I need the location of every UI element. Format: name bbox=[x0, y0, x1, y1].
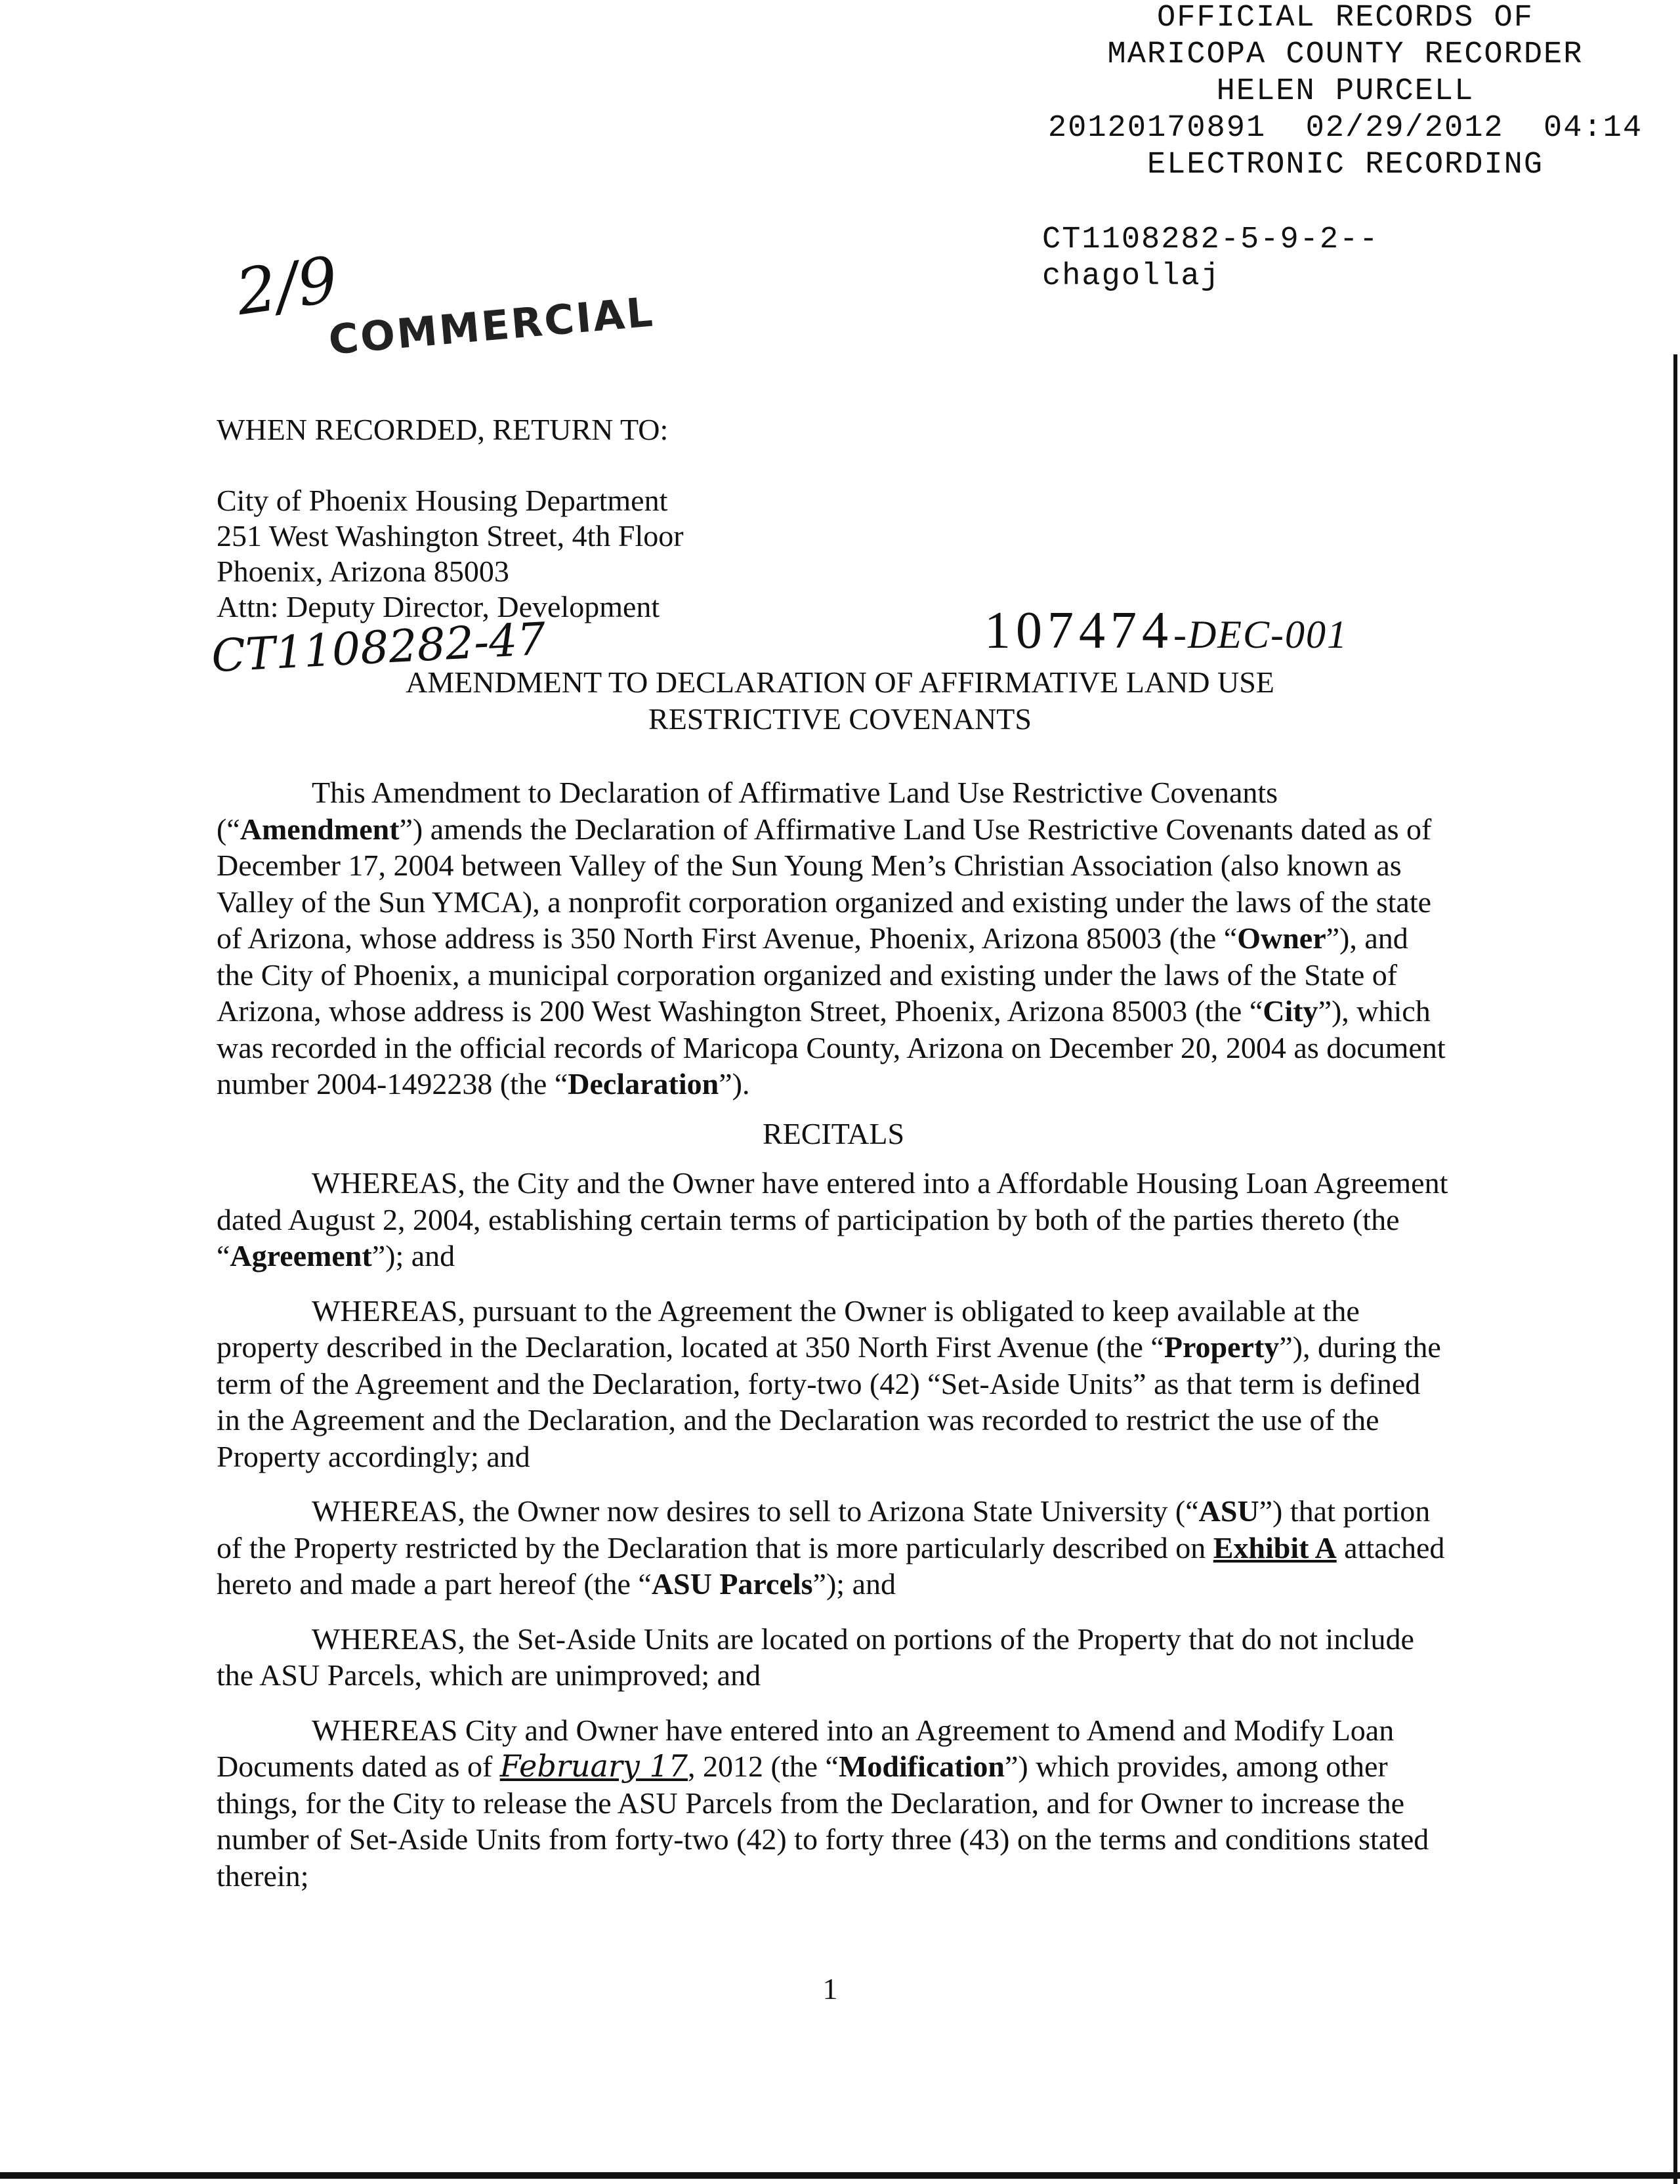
commercial-stamp: COMMERCIAL bbox=[326, 287, 656, 364]
document-number bbox=[984, 601, 1348, 661]
recital-paragraph-4: WHEREAS, the Set-Aside Units are located on portions of the Property that do not include the ASU Parcels, which are unimproved; and bbox=[217, 1622, 1414, 1692]
document-number-suffix: -DEC-001 bbox=[1173, 613, 1348, 656]
return-address bbox=[217, 483, 684, 625]
recital-paragraph-2: WHEREAS, pursuant to the Agreement the Owner is obligated to keep available at the property described in the Declaration, located at 350 North First Avenue (the “Property”), during the term of the Agreement and the Declaration, forty-two (42) “Set-Aside Units” as that term is defined in the Agreement and the Declaration, and the Declaration was recorded to restrict the use of the Property accordingly; and bbox=[217, 1293, 1441, 1473]
recorder-line-5: ELECTRONIC RECORDING bbox=[1146, 148, 1544, 182]
right-edge-rule bbox=[1673, 354, 1677, 2184]
handwritten-ct-number: CT1108282-47 bbox=[210, 613, 547, 683]
title-line-2: RESTRICTIVE COVENANTS bbox=[648, 702, 1032, 736]
case-id: CT1108282-5-9-2-- bbox=[1042, 222, 1379, 257]
address-line-4: Attn: Deputy Director, Development bbox=[217, 590, 660, 623]
bottom-edge-rule bbox=[0, 2172, 1680, 2179]
page-number: 1 bbox=[822, 1972, 838, 2006]
document-number-digits: 107474 bbox=[984, 602, 1173, 660]
address-line-3: Phoenix, Arizona 85003 bbox=[217, 555, 509, 588]
intro-paragraph: This Amendment to Declaration of Affirmative Land Use Restrictive Covenants (“Amendment”) amends the Declaration of Affirmative Land Use Restrictive Covenants dated as of December 17, 2004 between Valley of the Sun Young Men’s Christian Association (also known as Valley of the Sun YMCA), a nonprofit corporation organized and existing under the laws of the state of Arizona, whose address is 350 North First Avenue, Phoenix, Arizona 85003 (the “Owner”), and the City of Phoenix, a municipal corporation organized and existing under the laws of the State of Arizona, whose address is 200 West Washington Street, Phoenix, Arizona 85003 (the “City”), which was recorded in the official records of Maricopa County, Arizona on December 20, 2004 as document number 2004-1492238 (the “Declaration”). bbox=[217, 776, 1446, 1101]
recorder-line-1: OFFICIAL RECORDS OF bbox=[1157, 1, 1534, 35]
recorder-line-2: MARICOPA COUNTY RECORDER bbox=[1107, 37, 1584, 72]
recorder-user: chagollaj bbox=[1042, 259, 1221, 294]
recital-paragraph-5: WHEREAS City and Owner have entered into an Agreement to Amend and Modify Loan Documents dated as of February 17, 2012 (the “Modification”) which provides, among other things, for the City to release the ASU Parcels from the Declaration, and for Owner to increase the number of Set-Aside Units from forty-two (42) to forty three (43) on the terms and conditions stated therein; bbox=[217, 1713, 1429, 1893]
recorder-header bbox=[1024, 0, 1667, 184]
address-line-2: 251 West Washington Street, 4th Floor bbox=[217, 519, 684, 553]
document-body bbox=[217, 774, 1450, 1894]
recitals-heading: RECITALS bbox=[762, 1116, 905, 1150]
recital-paragraph-3: WHEREAS, the Owner now desires to sell to Arizona State University (“ASU”) that portion of the Property restricted by the Declaration that is more particularly described on Exhibit A attached hereto and made a part hereof (the “ASU Parcels”); and bbox=[217, 1494, 1445, 1601]
handwritten-date-mark: 2/9 bbox=[231, 242, 343, 330]
return-to-heading: WHEN RECORDED, RETURN TO: bbox=[217, 413, 669, 446]
recorder-line-3: HELEN PURCELL bbox=[1216, 74, 1475, 109]
case-info bbox=[1042, 222, 1379, 295]
document-title bbox=[217, 664, 1463, 738]
exhibit-a-reference: Exhibit A bbox=[1213, 1530, 1337, 1564]
address-line-1: City of Phoenix Housing Department bbox=[217, 484, 668, 517]
handwritten-modification-date: February 17 bbox=[499, 1748, 688, 1784]
title-line-1: AMENDMENT TO DECLARATION OF AFFIRMATIVE LAND USE bbox=[406, 665, 1274, 699]
recital-paragraph-1: WHEREAS, the City and the Owner have entered into a Affordable Housing Loan Agreement dated August 2, 2004, establishing certain terms of participation by both of the parties thereto (the “Agreement”); and bbox=[217, 1166, 1448, 1272]
record-number: 20120170891 02/29/2012 04:14 bbox=[1047, 111, 1643, 146]
